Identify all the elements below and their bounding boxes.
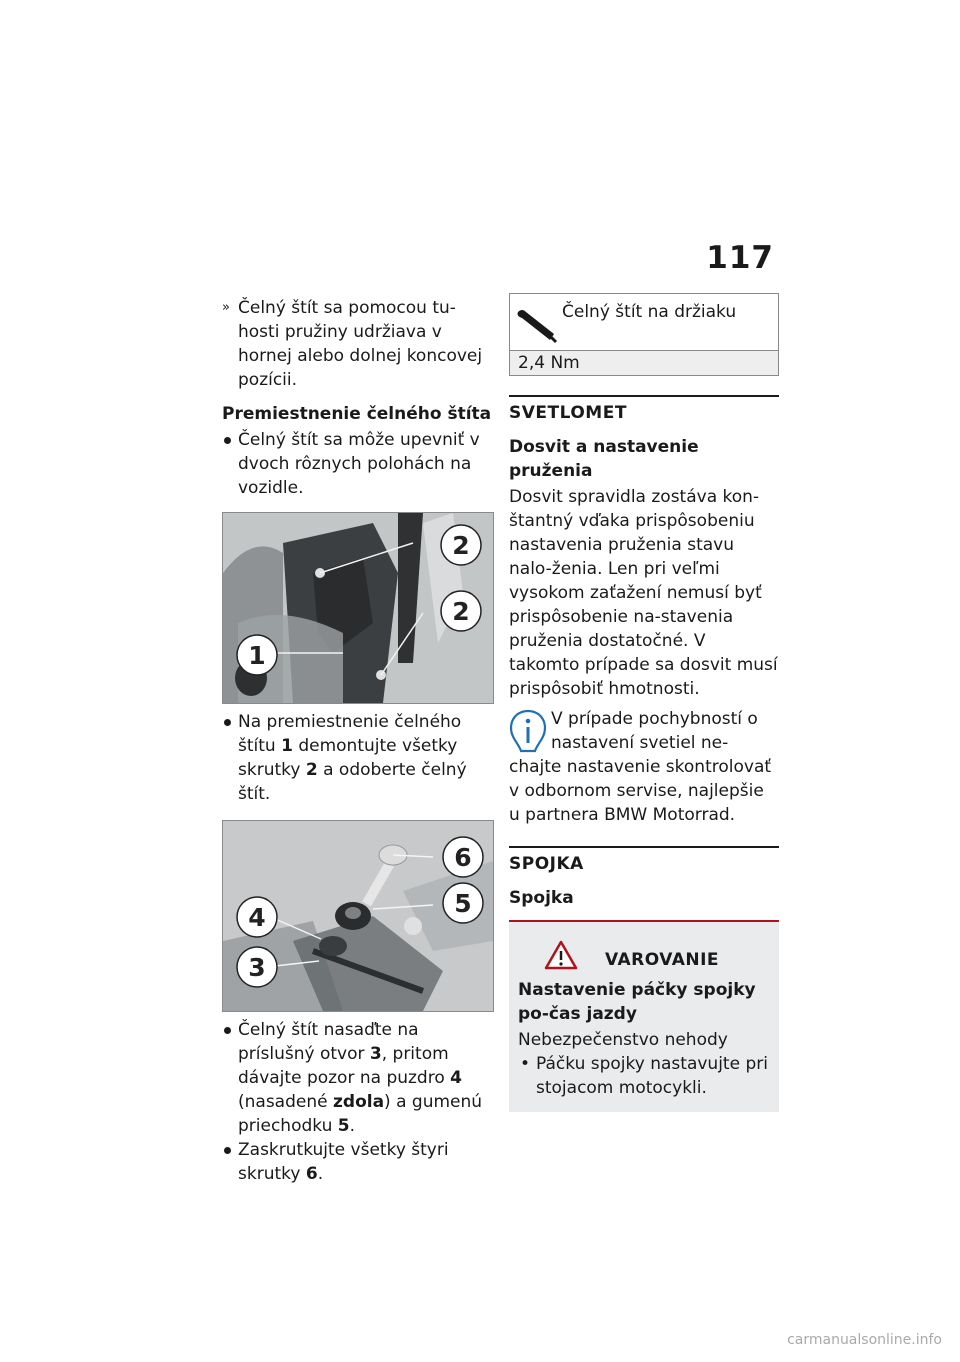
warning-triangle-icon (544, 940, 578, 970)
result-text: » Čelný štít sa pomocou tu-hosti pružiny udržiava v hornej alebo dolnej koncovej pozícii. (222, 298, 483, 390)
result-arrow-icon: » (222, 300, 230, 315)
left-column (222, 296, 494, 1186)
warning-heading: Nastavenie páčky spojky po-čas jazdy (518, 980, 756, 1024)
footer-watermark: carmanualsonline.info (787, 1332, 942, 1348)
warning-text: Nebezpečenstvo nehody (518, 1030, 728, 1050)
info-note (509, 707, 779, 827)
bullet-item: Na premiestnenie čelného štítu 1 demontujte všetky skrutky 2 a odoberte čelný štít. (222, 710, 494, 806)
bullet-item: Čelný štít sa môže upevniť v dvoch rôznych polohách na vozidle. (222, 428, 494, 500)
callout-3: 3 (248, 953, 266, 982)
bullet-dot-icon (224, 719, 231, 726)
torque-value: 2,4 Nm (510, 351, 778, 375)
bullet-dot-icon (224, 437, 231, 444)
bullet-dot-icon: • (520, 1054, 531, 1074)
windshield-screw-photo (222, 820, 494, 1012)
callout-4: 4 (248, 903, 266, 932)
right-column (509, 293, 779, 1112)
bullet-item: Zaskrutkujte všetky štyri skrutky 6. (222, 1138, 494, 1186)
callout-5: 5 (454, 889, 472, 918)
subsection-heading: Dosvit a nastavenie pruženia (509, 437, 699, 481)
page-number: 117 (706, 240, 774, 276)
bullet-dot-icon (224, 1027, 231, 1034)
torque-wrench-icon (516, 304, 558, 344)
callout-2a: 2 (452, 531, 470, 560)
warning-bullet: • Páčku spojky nastavujte pri stojacom motocykli. (520, 1054, 768, 1098)
callout-2b: 2 (452, 597, 470, 626)
torque-label: Čelný štít na držiaku (562, 302, 737, 322)
section-heading: Premiestnenie čelného štíta (222, 404, 492, 424)
callout-6: 6 (454, 843, 472, 872)
callout-1: 1 (248, 641, 266, 670)
warning-label: VAROVANIE (604, 950, 720, 970)
section-title-clutch: SPOJKA (509, 846, 779, 876)
windshield-mount-photo (222, 512, 494, 704)
bullet-dot-icon (224, 1147, 231, 1154)
bullet-item: Čelný štít nasaďte na príslušný otvor 3, pritom dávajte pozor na puzdro 4 (nasadené zdola) a gumenú priechodku 5. (222, 1018, 494, 1138)
torque-spec-box (509, 293, 779, 376)
paragraph: Dosvit spravidla zostáva kon-štantný vďaka prispôsobeniu nastavenia pruženia stavu nalo-ženia. Len pri veľmi vysokom zaťažení nemusí byť prispôsobenie na-stavenia pruženia dostatočné. V takomto prípade sa dosvit musí prispôsobiť hmotnosti. (509, 487, 778, 699)
info-icon (509, 709, 547, 753)
note-text: V prípade pochybností o nastavení svetiel ne-chajte nastavenie skontrolovať v odbornom servise, najlepšie u partnera BMW Motorrad. (509, 709, 772, 825)
warning-box (509, 920, 779, 1112)
subsection-heading: Spojka (509, 888, 574, 908)
section-title-headlight: SVETLOMET (509, 395, 779, 425)
